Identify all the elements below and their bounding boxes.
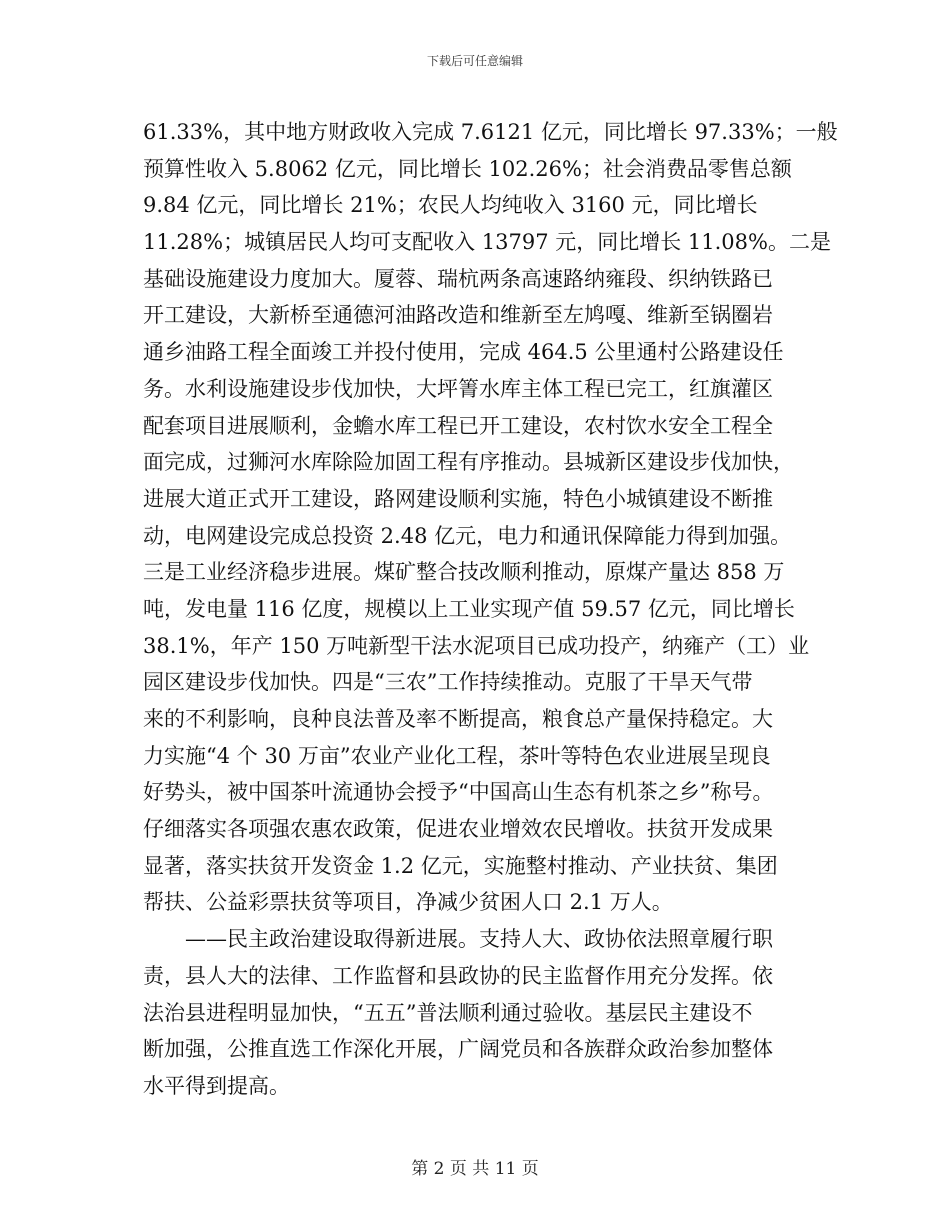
text-line: 11.28%；城镇居民人均可支配收入 13797 元，同比增长 11.08%。二是 [143,230,831,255]
text-line: 61.33%，其中地方财政收入完成 7.6121 亿元，同比增长 97.33%；一般 [143,120,838,144]
text-line: 水平得到提高。 [143,1073,290,1098]
text-line: ——民主政治建设取得新进展。支持人大、政协依法照章履行职 [185,927,773,952]
text-line: 进展大道正式开工建设，路网建设顺利实施，特色小城镇建设不断推 [143,486,773,511]
text-line: 法治县进程明显加快，“五五”普法顺利通过验收。基层民主建设不 [143,1000,753,1025]
text-line: 预算性收入 5.8062 亿元，同比增长 102.26%；社会消费品零售总额 [143,156,792,181]
page-header: 下载后可任意编辑 [426,54,523,68]
text-line: 通乡油路工程全面竣工并投付使用，完成 464.5 公里通村公路建设任 [143,340,784,365]
text-line: 仔细落实各项强农惠农政策，促进农业增效农民增收。扶贫开发成果 [143,817,773,842]
text-line: 力实施“4 个 30 万亩”农业产业化工程，茶叶等特色农业进展呈现良 [143,743,771,768]
text-line: 显著，落实扶贫开发资金 1.2 亿元，实施整村推动、产业扶贫、集团 [143,853,778,878]
text-line: 园区建设步伐加快。四是“三农”工作持续推动。克服了干旱天气带 [143,670,753,695]
text-line: 基础设施建设力度加大。厦蓉、瑞杭两条高速路纳雍段、织纳铁路已 [143,266,773,291]
text-line: 动，电网建设完成总投资 2.48 亿元，电力和通讯保障能力得到加强。 [143,523,792,548]
text-line: 吨，发电量 116 亿度，规模以上工业实现产值 59.57 亿元，同比增长 [143,596,795,621]
text-line: 面完成，过狮河水库除险加固工程有序推动。县城新区建设步伐加快， [143,450,794,475]
text-line: 38.1%，年产 150 万吨新型干法水泥项目已成功投产，纳雍产（工）业 [143,633,810,658]
text-line: 务。水利设施建设步伐加快，大坪箐水库主体工程已完工，红旗灌区 [143,376,773,401]
text-line: 帮扶、公益彩票扶贫等项目，净减少贫困人口 2.1 万人。 [143,890,673,915]
text-line: 三是工业经济稳步进展。煤矿整合技改顺利推动，原煤产量达 858 万 [143,560,785,585]
text-line: 断加强，公推直选工作深化开展，广阔党员和各族群众政治参加整体 [143,1037,773,1062]
page-footer: 第 2 页 共 11 页 [411,1159,539,1179]
text-line: 9.84 亿元，同比增长 21%；农民人均纯收入 3160 元，同比增长 [143,193,758,218]
text-line: 来的不利影响，良种良法普及率不断提高，粮食总产量保持稳定。大 [143,707,773,731]
text-line: 配套项目进展顺利，金蟾水库工程已开工建设，农村饮水安全工程全 [143,413,773,438]
text-line: 开工建设，大新桥至通德河油路改造和维新至左鸠嘎、维新至锅圈岩 [143,303,773,328]
body-text [143,114,838,1105]
text-line: 好势头，被中国茶叶流通协会授予“中国高山生态有机茶之乡”称号。 [143,780,774,805]
text-line: 责，县人大的法律、工作监督和县政协的民主监督作用充分发挥。依 [143,963,773,988]
